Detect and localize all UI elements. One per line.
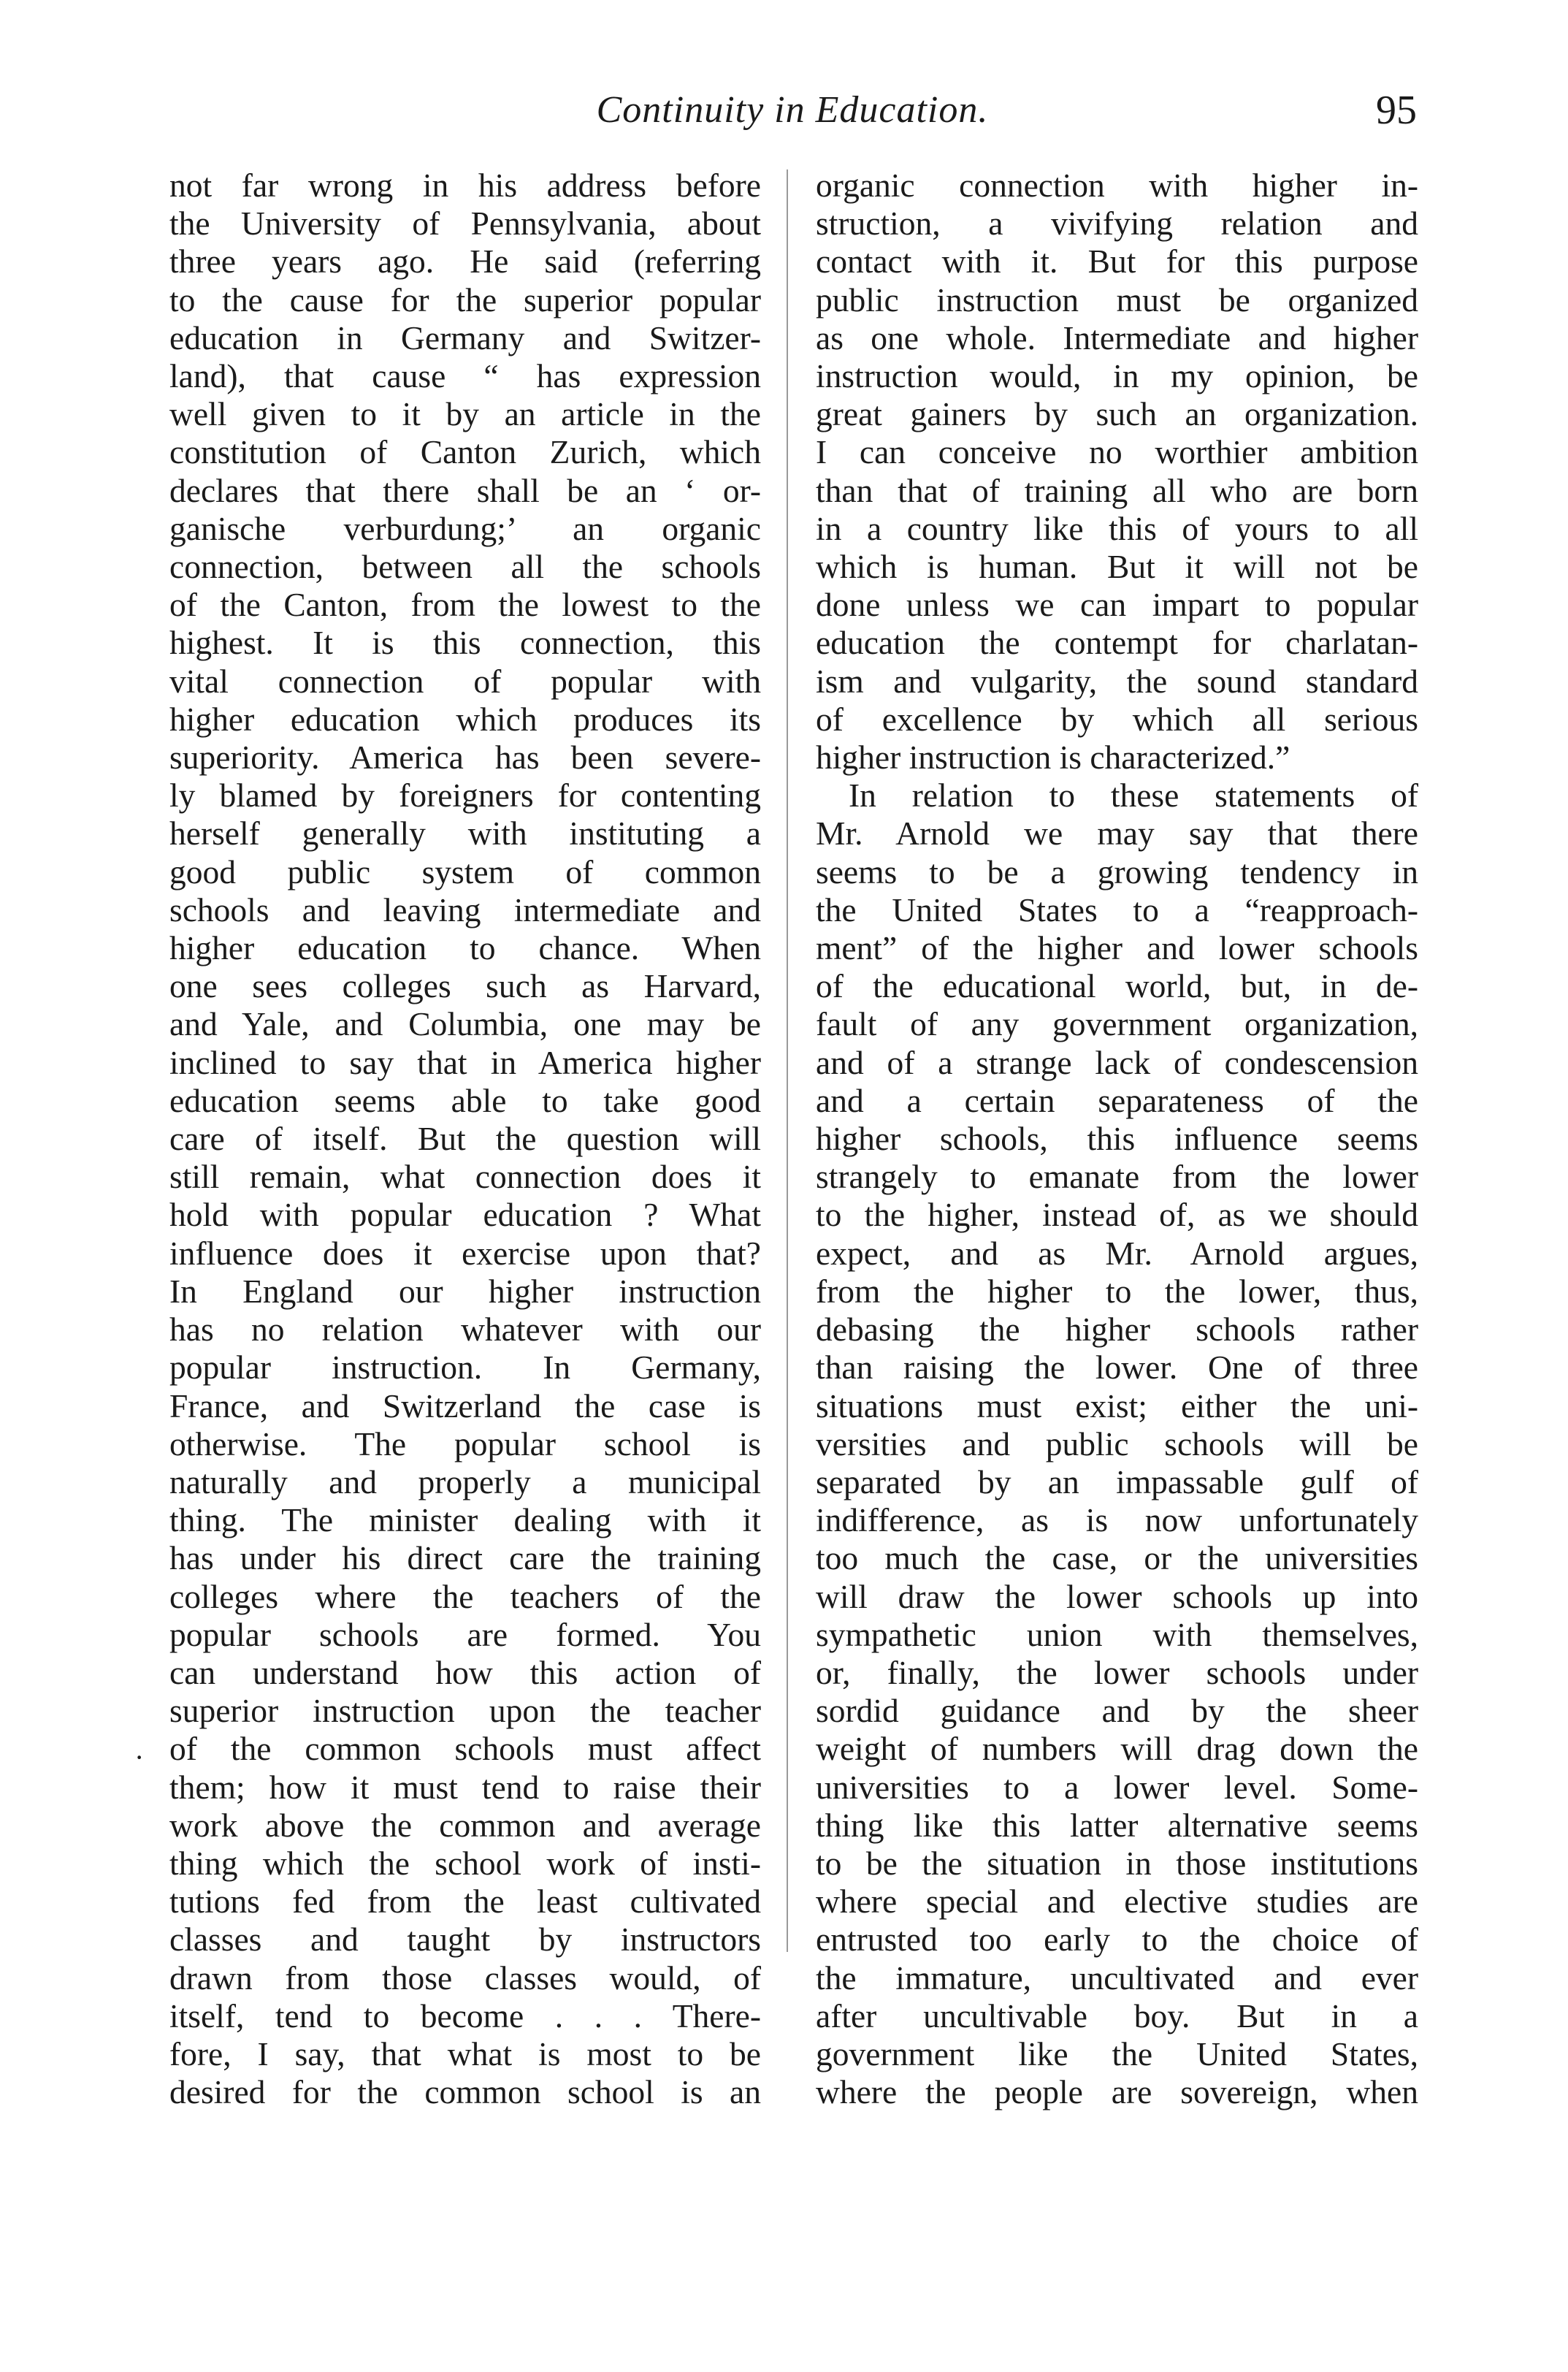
text-line: one sees colleges such as Harvard,: [169, 967, 761, 1005]
text-line: the immature, uncultivated and ever: [816, 1959, 1418, 1997]
text-line: superior instruction upon the teacher: [169, 1692, 761, 1730]
text-line: care of itself. But the question will: [169, 1120, 761, 1158]
text-line: of the Canton, from the lowest to the: [169, 586, 761, 624]
text-line: popular schools are formed. You: [169, 1615, 761, 1653]
text-line: thing like this latter alternative seems: [816, 1806, 1418, 1844]
text-line: ganische verburdung;’ an organic: [169, 509, 761, 547]
text-line: done unless we can impart to popular: [816, 586, 1418, 624]
text-line: instruction would, in my opinion, be: [816, 357, 1418, 395]
text-line: where the people are sovereign, when: [816, 2073, 1418, 2111]
text-line: and of a strange lack of condescension: [816, 1043, 1418, 1081]
text-line: education the contempt for charlatan-: [816, 624, 1418, 662]
text-line: of excellence by which all serious: [816, 700, 1418, 738]
text-line: declares that there shall be an ‘ or-: [169, 471, 761, 509]
text-line: to the higher, instead of, as we should: [816, 1196, 1418, 1234]
text-line: desired for the common school is an: [169, 2073, 761, 2111]
text-line: as one whole. Intermediate and higher: [816, 319, 1418, 356]
text-line: struction, a vivifying relation and: [816, 205, 1418, 243]
text-line: higher instruction is characterized.”: [816, 739, 1290, 777]
text-line: higher education which produces its: [169, 700, 761, 738]
text-line: situations must exist; either the uni-: [816, 1387, 1418, 1425]
column-divider: [787, 169, 788, 1952]
text-line: fore, I say, that what is most to be: [169, 2034, 761, 2072]
text-line: indifference, as is now unfortunately: [816, 1501, 1418, 1539]
text-line: has no relation whatever with our: [169, 1311, 761, 1349]
text-line: In England our higher instruction: [169, 1272, 761, 1310]
text-line: which is human. But it will not be: [816, 548, 1418, 586]
text-line: classes and taught by instructors: [169, 1921, 761, 1959]
text-line: organic connection with higher in-: [816, 167, 1418, 204]
right-column: [816, 167, 1418, 2111]
text-line: than raising the lower. One of three: [816, 1349, 1418, 1387]
text-line: popular instruction. In Germany,: [169, 1349, 761, 1387]
text-line: superiority. America has been severe-: [169, 739, 761, 777]
text-line: connection, between all the schools: [169, 548, 761, 586]
text-line: public instruction must be organized: [816, 281, 1418, 319]
left-column: [169, 167, 761, 2111]
text-line: has under his direct care the training: [169, 1539, 761, 1577]
text-line: expect, and as Mr. Arnold argues,: [816, 1234, 1418, 1272]
text-line: strangely to emanate from the lower: [816, 1158, 1418, 1196]
text-line: influence does it exercise upon that?: [169, 1234, 761, 1272]
text-line: ly blamed by foreigners for contenting: [169, 777, 761, 815]
text-line: seems to be a growing tendency in: [816, 853, 1418, 891]
text-line: higher schools, this influence seems: [816, 1120, 1418, 1158]
text-line: and a certain separateness of the: [816, 1081, 1418, 1119]
text-line: constitution of Canton Zurich, which: [169, 433, 761, 471]
text-line: thing. The minister dealing with it: [169, 1501, 761, 1539]
text-line: to the cause for the superior popular: [169, 281, 761, 319]
text-line: ism and vulgarity, the sound standard: [816, 662, 1418, 700]
text-line: In relation to these statements of: [849, 777, 1418, 815]
text-line: from the higher to the lower, thus,: [816, 1272, 1418, 1310]
text-line: three years ago. He said (referring: [169, 243, 761, 281]
text-line: or, finally, the lower schools under: [816, 1653, 1418, 1691]
text-line: too much the case, or the universities: [816, 1539, 1418, 1577]
text-line: of the educational world, but, in de-: [816, 967, 1418, 1005]
text-line: government like the United States,: [816, 2034, 1418, 2072]
text-line: education seems able to take good: [169, 1081, 761, 1119]
text-line: and Yale, and Columbia, one may be: [169, 1005, 761, 1043]
text-line: naturally and properly a municipal: [169, 1463, 761, 1500]
text-line: not far wrong in his address before: [169, 167, 761, 204]
text-line: work above the common and average: [169, 1806, 761, 1844]
text-line: vital connection of popular with: [169, 662, 761, 700]
running-head: [168, 86, 1417, 145]
text-line: ment” of the higher and lower schools: [816, 929, 1418, 967]
text-line: itself, tend to become . . . There-: [169, 1997, 761, 2034]
text-line: herself generally with instituting a: [169, 815, 761, 853]
text-line: Mr. Arnold we may say that there: [816, 815, 1418, 853]
text-line: highest. It is this connection, this: [169, 624, 761, 662]
text-line: I can conceive no worthier ambition: [816, 433, 1418, 471]
text-line: weight of numbers will drag down the: [816, 1730, 1418, 1768]
text-line: in a country like this of yours to all: [816, 509, 1418, 547]
text-line: land), that cause “ has expression: [169, 357, 761, 395]
text-line: colleges where the teachers of the: [169, 1577, 761, 1615]
text-line: inclined to say that in America higher: [169, 1043, 761, 1081]
text-line: fault of any government organization,: [816, 1005, 1418, 1043]
text-line: of the common schools must affect: [169, 1730, 761, 1768]
text-line: can understand how this action of: [169, 1653, 761, 1691]
text-line: France, and Switzerland the case is: [169, 1387, 761, 1425]
margin-speck: ·: [134, 1741, 145, 1774]
text-line: entrusted too early to the choice of: [816, 1921, 1418, 1959]
text-line: them; how it must tend to raise their: [169, 1768, 761, 1806]
text-line: well given to it by an article in the: [169, 395, 761, 433]
text-line: thing which the school work of insti-: [169, 1844, 761, 1882]
text-line: good public system of common: [169, 853, 761, 891]
text-line: after uncultivable boy. But in a: [816, 1997, 1418, 2034]
text-line: separated by an impassable gulf of: [816, 1463, 1418, 1500]
text-line: great gainers by such an organization.: [816, 395, 1418, 433]
text-line: still remain, what connection does it: [169, 1158, 761, 1196]
text-line: contact with it. But for this purpose: [816, 243, 1418, 281]
running-title: Continuity in Education.: [596, 89, 989, 131]
text-line: tutions fed from the least cultivated: [169, 1883, 761, 1921]
text-line: drawn from those classes would, of: [169, 1959, 761, 1997]
page-number: 95: [1376, 88, 1417, 133]
text-line: versities and public schools will be: [816, 1425, 1418, 1463]
text-line: will draw the lower schools up into: [816, 1577, 1418, 1615]
text-line: otherwise. The popular school is: [169, 1425, 761, 1463]
text-line: universities to a lower level. Some-: [816, 1768, 1418, 1806]
text-line: higher education to chance. When: [169, 929, 761, 967]
text-line: the United States to a “reapproach-: [816, 891, 1418, 928]
text-line: sordid guidance and by the sheer: [816, 1692, 1418, 1730]
text-line: debasing the higher schools rather: [816, 1311, 1418, 1349]
text-line: education in Germany and Switzer-: [169, 319, 761, 356]
text-line: where special and elective studies are: [816, 1883, 1418, 1921]
text-line: sympathetic union with themselves,: [816, 1615, 1418, 1653]
text-line: schools and leaving intermediate and: [169, 891, 761, 928]
text-line: the University of Pennsylvania, about: [169, 205, 761, 243]
text-line: hold with popular education ? What: [169, 1196, 761, 1234]
text-line: than that of training all who are born: [816, 471, 1418, 509]
text-line: to be the situation in those institutions: [816, 1844, 1418, 1882]
